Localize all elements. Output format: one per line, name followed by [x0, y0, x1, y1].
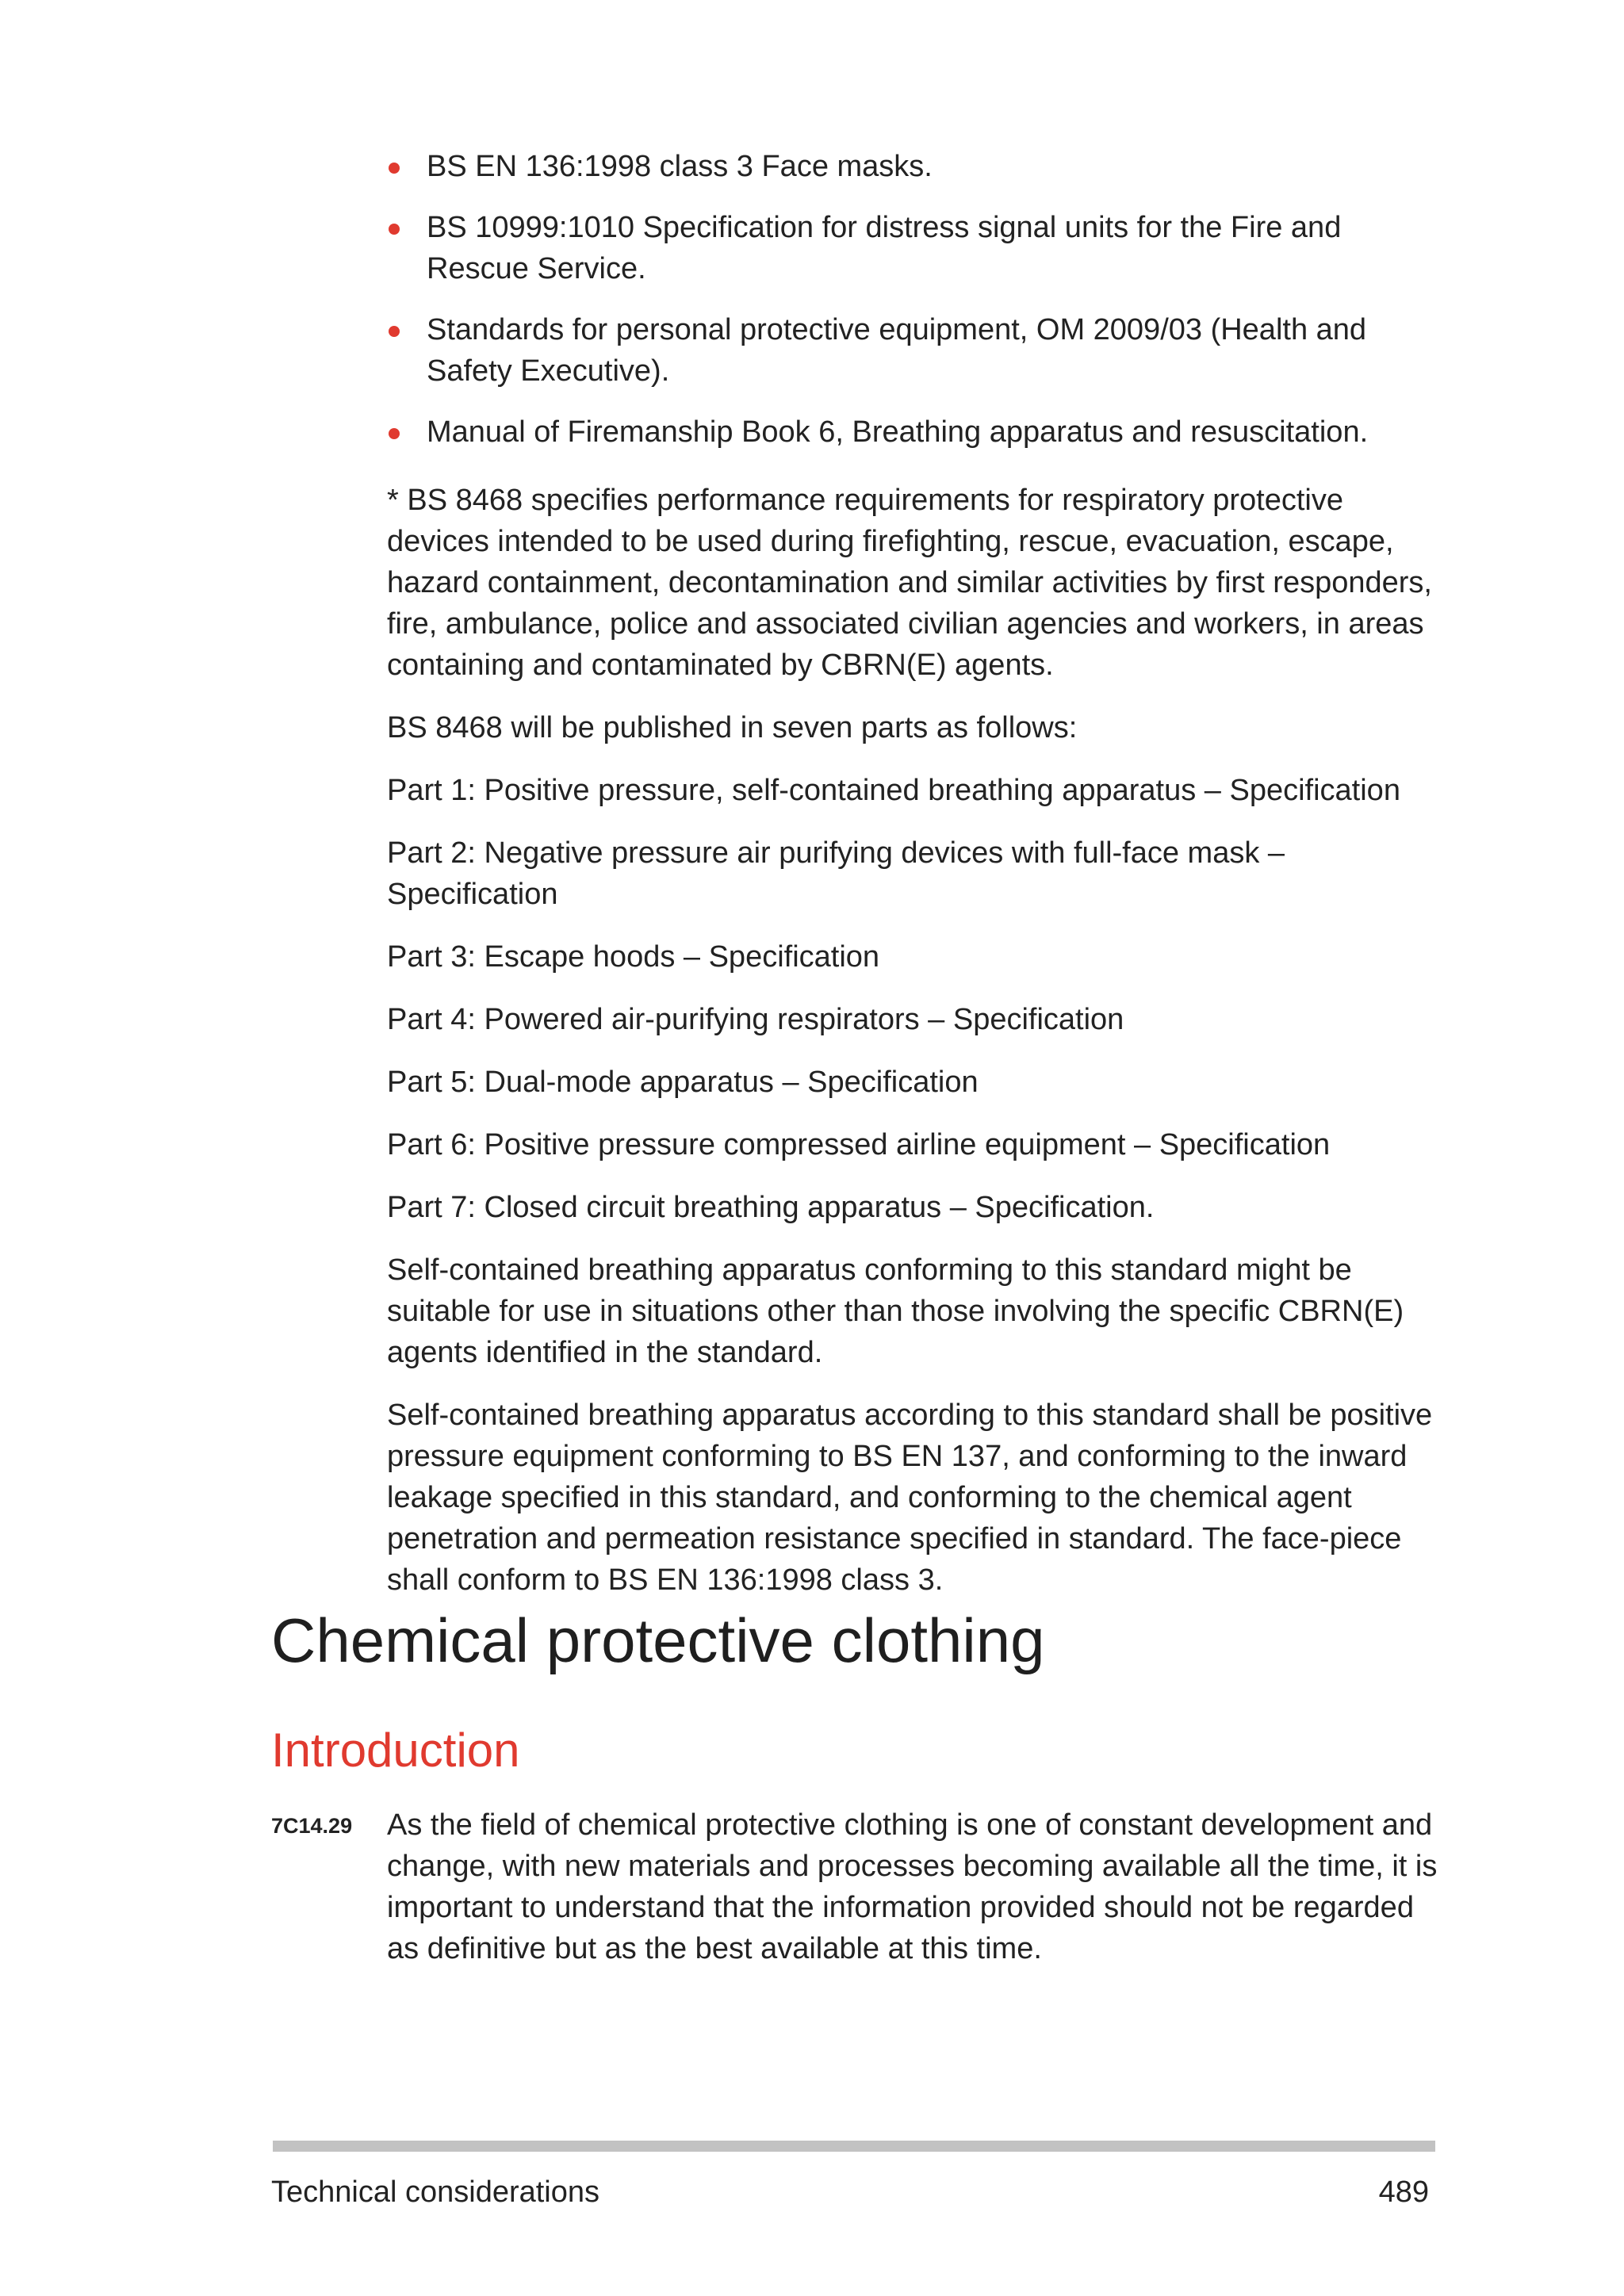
- body-paragraph: BS 8468 will be published in seven parts as follows:: [387, 711, 1078, 744]
- list-item: BS 10999:1010 Specification for distress signal units for the Fire and Rescue Service.: [387, 207, 1442, 289]
- bullet-icon: [389, 224, 400, 235]
- paragraph-number: 7C14.29: [271, 1814, 353, 1838]
- part-item: Part 2: Negative pressure air purifying devices with full-face mask – Specification: [387, 836, 1285, 911]
- bullet-icon: [389, 163, 400, 174]
- part-item: Part 7: Closed circuit breathing apparatus – Specification.: [387, 1191, 1155, 1224]
- body-paragraph: Self-contained breathing apparatus conforming to this standard might be suitable for use in situations other than those involving the specific CBRN(E) agents identified in the standard.: [387, 1253, 1404, 1369]
- page-number: 489: [1378, 2175, 1429, 2209]
- part-item: Part 1: Positive pressure, self-contained breathing apparatus – Specification: [387, 774, 1400, 807]
- list-item: Standards for personal protective equipment, OM 2009/03 (Health and Safety Executive).: [387, 309, 1442, 392]
- part-item: Part 4: Powered air-purifying respirators – Specification: [387, 1003, 1124, 1036]
- numbered-paragraph: [271, 1804, 1445, 1999]
- list-item: BS EN 136:1998 class 3 Face masks.: [387, 146, 1442, 187]
- part-item: Part 5: Dual-mode apparatus – Specification: [387, 1066, 979, 1099]
- part-item: Part 6: Positive pressure compressed airline equipment – Specification: [387, 1128, 1331, 1161]
- subsection-heading: Introduction: [271, 1724, 520, 1777]
- body-content: [387, 146, 1442, 1622]
- bullet-icon: [389, 326, 400, 337]
- part-item: Part 3: Escape hoods – Specification: [387, 940, 880, 974]
- section-heading: Chemical protective clothing: [271, 1605, 1045, 1675]
- footer-section-title: Technical considerations: [271, 2175, 600, 2209]
- list-item: Manual of Firemanship Book 6, Breathing apparatus and resuscitation.: [387, 411, 1442, 453]
- standards-list: [387, 146, 1442, 453]
- body-paragraph: Self-contained breathing apparatus according to this standard shall be positive pressure equipment conforming to BS EN 137, and conforming to the inward leakage specified in this standard, and conforming to the chemical agent penetration and permeation resistance specified in standard. The face-piece shall conform to BS EN 136:1998 class 3.: [387, 1399, 1433, 1597]
- footer-rule: [273, 2141, 1435, 2152]
- footnote-paragraph: * BS 8468 specifies performance requirements for respiratory protective devices intended to be used during firefighting, rescue, evacuation, escape, hazard containment, decontamination and similar activities by first responders, fire, ambulance, police and associated civilian agencies and workers, in areas containing and contaminated by CBRN(E) agents.: [387, 484, 1432, 682]
- bullet-icon: [389, 428, 400, 439]
- paragraph-text: As the field of chemical protective clothing is one of constant development and change, with new materials and processes becoming available all the time, it is important to understand that the information provided should not be regarded as definitive but as the best available at this time.: [387, 1808, 1438, 1965]
